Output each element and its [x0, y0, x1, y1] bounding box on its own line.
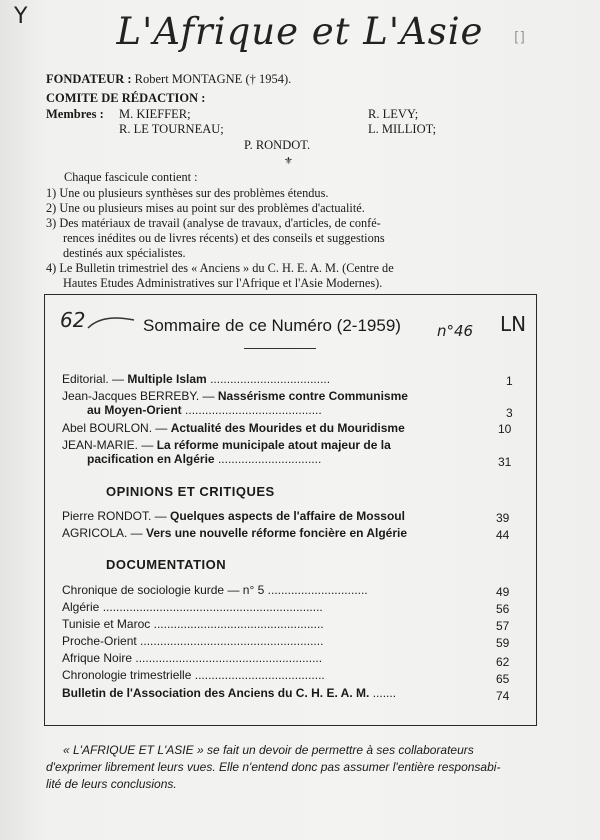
toc-author: AGRICOLA. — — [62, 526, 143, 540]
handwritten-stroke — [86, 314, 136, 332]
toc-title: Actualité des Mourides et du Mouridisme — [170, 421, 405, 435]
doc-entry — [62, 617, 324, 631]
toc-entry — [62, 421, 405, 435]
doc-entry — [62, 651, 322, 665]
doc-entry — [62, 583, 368, 597]
doc-label: Tunisie et Maroc — [62, 617, 151, 631]
toc-title: Multiple Islam — [127, 372, 207, 386]
fascicule-item: 1) Une ou plusieurs synthèses sur des problèmes étendus. — [46, 186, 329, 200]
sommaire-title: Sommaire de ce Numéro (2-1959) — [143, 316, 401, 335]
toc-page: 57 — [496, 619, 510, 633]
stamp-mark: [] — [514, 30, 525, 46]
toc-title: pacification en Algérie — [87, 452, 215, 466]
toc-page: 62 — [496, 655, 510, 669]
section-heading-documentation: DOCUMENTATION — [106, 557, 227, 572]
ornament: ⚜ — [284, 156, 293, 167]
toc-entry — [62, 509, 405, 523]
section-heading-opinions: OPINIONS ET CRITIQUES — [106, 484, 275, 499]
toc-entry — [62, 389, 408, 403]
toc-entry-cont — [87, 403, 322, 417]
committee-heading: COMITE DE RÉDACTION : — [46, 91, 206, 105]
toc-author: Jean-Jacques BERREBY. — — [62, 389, 215, 403]
toc-title: La réforme municipale atout majeur de la — [156, 438, 391, 452]
toc-page: 3 — [506, 406, 513, 420]
member-milliot: L. MILLIOT; — [368, 122, 437, 136]
toc-leader: ......................................... — [185, 403, 322, 417]
toc-page: 74 — [496, 689, 510, 703]
toc-author: Editorial. — — [62, 372, 125, 386]
doc-entry — [62, 634, 323, 648]
fascicule-item: 4) Le Bulletin trimestriel des « Anciens » du C. H. E. A. M. (Centre de — [46, 261, 394, 275]
journal-title: L'Afrique et L'Asie — [116, 10, 484, 53]
toc-entry-cont — [87, 452, 321, 466]
toc-leader: ........................................................ — [135, 651, 323, 665]
footer-line: d'exprimer librement leurs vues. Elle n'entend donc pas assumer l'entière responsabi- — [46, 760, 501, 774]
toc-title: au Moyen-Orient — [87, 403, 182, 417]
toc-page: 65 — [496, 672, 510, 686]
footer-line: « L'AFRIQUE ET L'ASIE » se fait un devoir de permettre à ses collaborateurs — [63, 743, 474, 757]
toc-page: 10 — [498, 422, 512, 436]
toc-leader: .................................................................. — [102, 600, 323, 614]
fascicule-item: 2) Une ou plusieurs mises au point sur des problèmes d'actualité. — [46, 201, 365, 215]
fascicule-item: 3) Des matériaux de travail (analyse de travaux, d'articles, de confé- — [46, 216, 381, 230]
toc-entry — [62, 526, 407, 540]
member-le-tourneau: R. LE TOURNEAU; — [119, 122, 224, 136]
toc-title: Nassérisme contre Communisme — [217, 389, 408, 403]
members-label: Membres : — [46, 107, 104, 121]
toc-leader: ................................................... — [153, 617, 324, 631]
toc-page: 56 — [496, 602, 510, 616]
founder-line — [46, 72, 291, 87]
toc-author: Pierre RONDOT. — — [62, 509, 167, 523]
toc-leader: ....................................................... — [140, 634, 324, 648]
toc-page: 1 — [506, 374, 513, 388]
doc-label: Chronique de sociologie kurde — n° 5 — [62, 583, 265, 597]
sommaire-divider — [244, 348, 316, 349]
member-rondot: P. RONDOT. — [244, 138, 311, 152]
toc-page: 39 — [496, 511, 510, 525]
doc-entry — [62, 668, 325, 682]
toc-leader: ....... — [372, 686, 397, 700]
toc-page: 59 — [496, 636, 510, 650]
founder-value: Robert MONTAGNE († 1954). — [134, 72, 292, 86]
fascicule-item: destinés aux spécialistes. — [63, 246, 186, 260]
handwritten-ln: LN — [500, 312, 527, 336]
toc-page: 49 — [496, 585, 510, 599]
toc-author: JEAN-MARIE. — — [62, 438, 154, 452]
doc-label: Chronologie trimestrielle — [62, 668, 192, 682]
corner-mark: Y — [14, 4, 28, 29]
member-levy: R. LEVY; — [368, 107, 419, 121]
toc-page: 44 — [496, 528, 510, 542]
doc-label: Bulletin de l'Association des Anciens du C. H. E. A. M. — [62, 686, 370, 700]
toc-title: Quelques aspects de l'affaire de Mossoul — [170, 509, 405, 523]
fascicule-item: Hautes Etudes Administratives sur l'Afrique et l'Asie Modernes). — [63, 276, 383, 290]
toc-entry — [62, 438, 391, 452]
handwritten-number: 62 — [60, 308, 86, 332]
toc-title: Vers une nouvelle réforme foncière en Algérie — [146, 526, 408, 540]
member-kieffer: M. KIEFFER; — [119, 107, 191, 121]
doc-label: Proche-Orient — [62, 634, 137, 648]
toc-leader: ....................................... — [194, 668, 325, 682]
fascicule-intro: Chaque fascicule contient : — [64, 170, 198, 184]
toc-leader: ............................... — [217, 452, 322, 466]
doc-entry — [62, 600, 323, 614]
fascicule-item: rences inédites ou de livres récents) et des conseils et suggestions — [63, 231, 385, 245]
doc-label: Afrique Noire — [62, 651, 133, 665]
toc-leader: .................................... — [210, 372, 331, 386]
doc-label: Algérie — [62, 600, 100, 614]
toc-entry — [62, 372, 330, 386]
toc-author: Abel BOURLON. — — [62, 421, 168, 435]
footer-line: lité de leurs conclusions. — [46, 777, 177, 791]
toc-leader: .............................. — [267, 583, 368, 597]
handwritten-issue: n°46 — [437, 322, 474, 340]
toc-page: 31 — [498, 455, 512, 469]
doc-entry — [62, 686, 396, 700]
founder-label: FONDATEUR : — [46, 72, 132, 86]
